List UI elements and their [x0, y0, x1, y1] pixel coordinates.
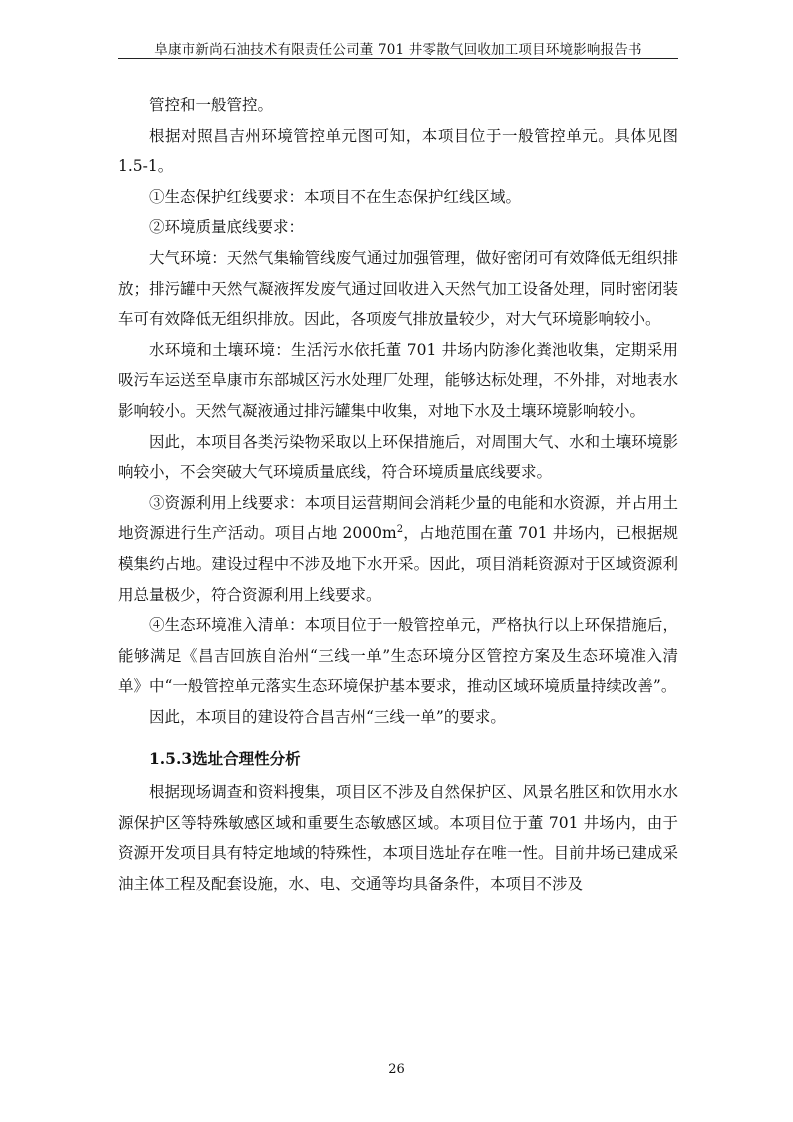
paragraph: 大气环境：天然气集输管线废气通过加强管理，做好密闭可有效降低无组织排放；排污罐中天然气凝液挥发废气通过回收进入天然气加工设备处理，同时密闭装车可有效降低无组织排放。因此，各项废气排放量较少，对大气环境影响较小。	[118, 248, 678, 329]
superscript: 2	[396, 524, 404, 536]
paragraph: 水环境和土壤环境：生活污水依托董 701 井场内防渗化粪池收集，定期采用吸污车运送至阜康市东部城区污水处理厂处理，能够达标处理，不外排，对地表水影响较小。天然气凝液通过排污罐集中收集，对地下水及土壤环境影响较小。	[118, 340, 678, 420]
paragraph: 根据对照昌吉州环境管控单元图可知，本项目位于一般管控单元。具体见图1.5-1。	[118, 126, 678, 176]
text-run: ③资源利用上线要求：本项目运营期间会消耗少量的电能和水资源，并占用土地资源进行生产活动。项目占地 2000m	[118, 493, 678, 543]
paragraph: 因此，本项目各类污染物采取以上环保措施后，对周围大气、水和土壤环境影响较小，不会突破大气环境质量底线，符合环境质量底线要求。	[118, 432, 678, 482]
paragraph: 因此，本项目的建设符合昌吉州“三线一单”的要求。	[149, 707, 506, 726]
header-divider	[118, 58, 678, 59]
paragraph-resource	[118, 488, 678, 610]
paragraph: 根据现场调查和资料搜集，项目区不涉及自然保护区、风景名胜区和饮用水水源保护区等特殊敏感区域和重要生态敏感区域。本项目位于董 701 井场内，由于资源开发项目具有特定地域的特殊性，本项目选址存在唯一性。目前井场已建成采油主体工程及配套设施，水、电、交通等均具备条件，本项目不涉及	[118, 783, 678, 893]
section-heading: 1.5.3选址合理性分析	[149, 749, 301, 769]
document-body	[118, 90, 678, 899]
paragraph: 管控和一般管控。	[149, 96, 274, 114]
paragraph: ④生态环境准入清单：本项目位于一般管控单元，严格执行以上环保措施后，能够满足《昌吉回族自治州“三线一单”生态环境分区管控方案及生态环境准入清单》中“一般管控单元落实生态环境保护基本要求，推动区域环境质量持续改善”。	[118, 616, 678, 696]
paragraph: ①生态保护红线要求：本项目不在生态保护红线区域。	[149, 187, 522, 206]
page-header: 阜康市新尚石油技术有限责任公司董 701 井零散气回收加工项目环境影响报告书	[154, 42, 642, 58]
text-run: ，占地范围在董 701 井场内，已根据规模集约占地。建设过程中不涉及地下水开采。因此，项目消耗资源对于区域资源利用总量极少，符合资源利用上线要求。	[118, 524, 678, 604]
page-number: 26	[388, 1062, 405, 1077]
paragraph: ②环境质量底线要求：	[149, 218, 305, 237]
